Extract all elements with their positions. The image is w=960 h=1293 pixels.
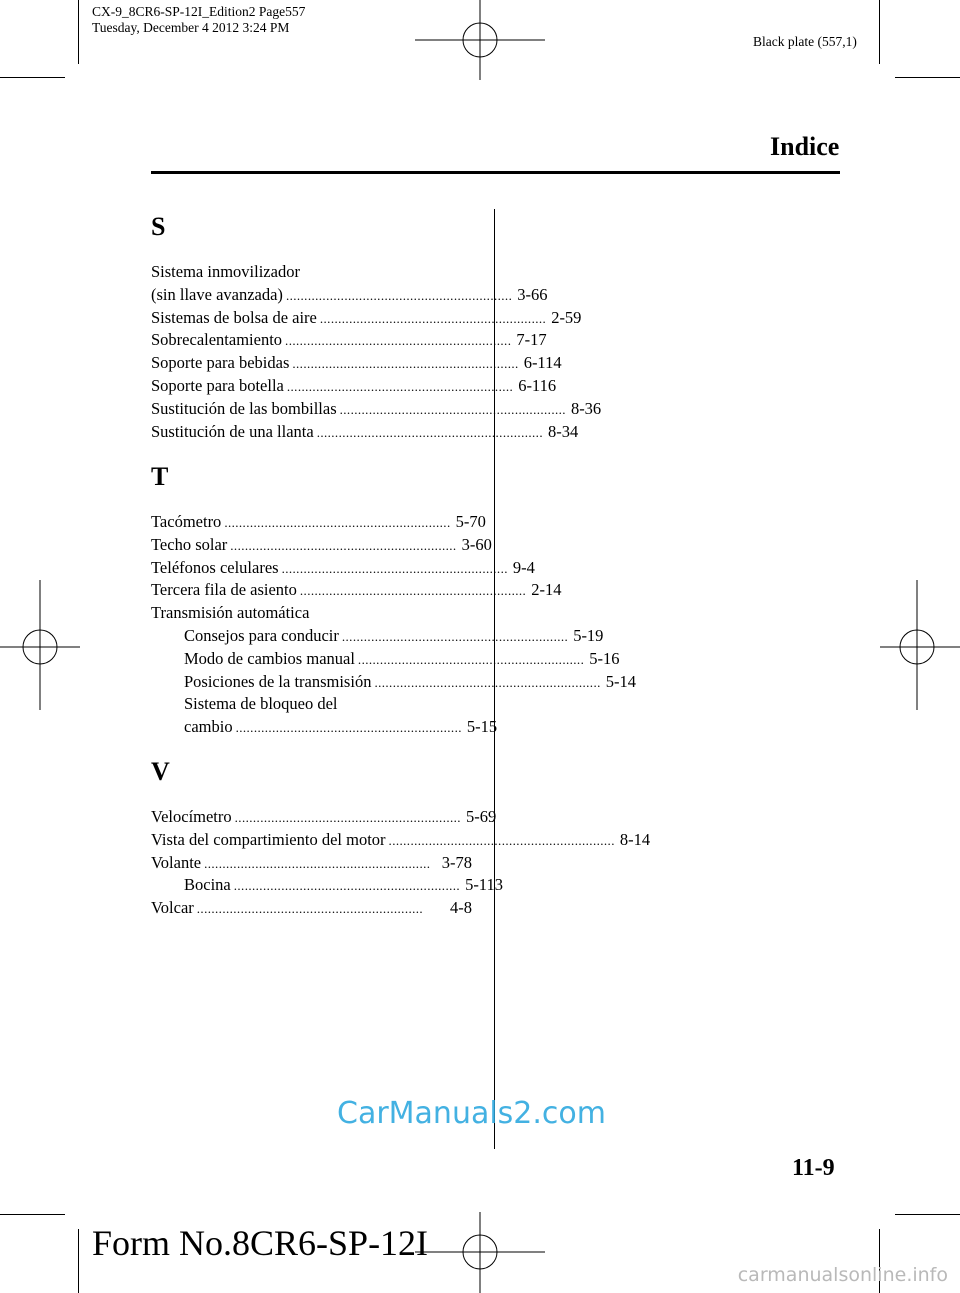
index-list-s: [151, 262, 602, 444]
index-entry: Volcar .............................................................. 4-8: [151, 898, 472, 918]
index-entry: Teléfonos celulares .............................................................. 9-4: [151, 557, 535, 577]
index-entry: Velocímetro .............................................................. 5-69: [151, 807, 497, 826]
index-subentry: Consejos para conducir .............................................................. 5-19: [184, 625, 604, 645]
index-entry: Soporte para botella .............................................................. 6-116: [151, 375, 557, 395]
file-info: CX-9_8CR6-SP-12I_Edition2 Page557: [92, 4, 306, 19]
crop-mark: [879, 0, 880, 64]
registration-target-icon: [415, 0, 545, 80]
section-letter-v: V: [151, 757, 170, 786]
page-title: Indice: [770, 132, 840, 161]
index-entry: (sin llave avanzada) .............................................................. 3-66: [151, 284, 548, 304]
section-letter-t: T: [151, 462, 169, 491]
registration-target-icon: [415, 1212, 545, 1293]
index-entry: Tercera fila de asiento .............................................................. 2-14: [151, 580, 562, 600]
plate-info: Black plate (557,1): [753, 34, 857, 49]
form-number: Form No.8CR6-SP-12I: [92, 1223, 429, 1263]
index-list-t: [151, 512, 637, 740]
index-entry: Sustitución de las bombillas .............................................................. 8-36: [151, 398, 602, 418]
crop-mark: [78, 1229, 79, 1293]
index-entry: Soporte para bebidas .............................................................. 6-114: [151, 353, 562, 373]
header-rule: [151, 171, 840, 174]
watermark: CarManuals2.com: [337, 1096, 607, 1131]
index-entry: Volante .............................................................. 3-78: [151, 852, 472, 872]
index-subentry: Posiciones de la transmisión .............................................................. 5-14: [184, 671, 637, 691]
index-subentry: Modo de cambios manual .............................................................. 5-16: [184, 648, 620, 668]
crop-mark: [895, 77, 960, 78]
index-entry: Tacómetro .............................................................. 5-70: [151, 512, 486, 531]
footer-watermark: carmanualsonline.info: [737, 1264, 948, 1286]
index-entry: Vista del compartimiento del motor .............................................................. 8-14: [151, 829, 651, 849]
index-subentry: Sistema de bloqueo del: [184, 694, 338, 714]
page-number: 11-9: [792, 1155, 835, 1181]
index-entry: Sobrecalentamiento .............................................................. 7-17: [151, 330, 547, 350]
crop-mark: [78, 0, 79, 64]
registration-target-icon: [880, 580, 960, 710]
index-entry: Transmisión automática: [151, 603, 310, 623]
crop-mark: [895, 1214, 960, 1215]
index-entry: Sistema inmovilizador: [151, 262, 300, 281]
index-entry: Techo solar .............................................................. 3-60: [151, 534, 492, 554]
index-entry: Sustitución de una llanta .............................................................. 8-34: [151, 421, 579, 441]
registration-target-icon: [0, 580, 80, 710]
crop-mark: [0, 77, 65, 78]
index-entry: Sistemas de bolsa de aire .............................................................. 2-59: [151, 307, 582, 327]
crop-mark: [0, 1214, 65, 1215]
index-subentry: cambio .............................................................. 5-15: [184, 717, 498, 737]
section-letter-s: S: [151, 212, 166, 241]
print-date: Tuesday, December 4 2012 3:24 PM: [92, 20, 290, 35]
index-subentry: Bocina .............................................................. 5-113: [184, 875, 503, 895]
index-list-v: [151, 807, 651, 921]
